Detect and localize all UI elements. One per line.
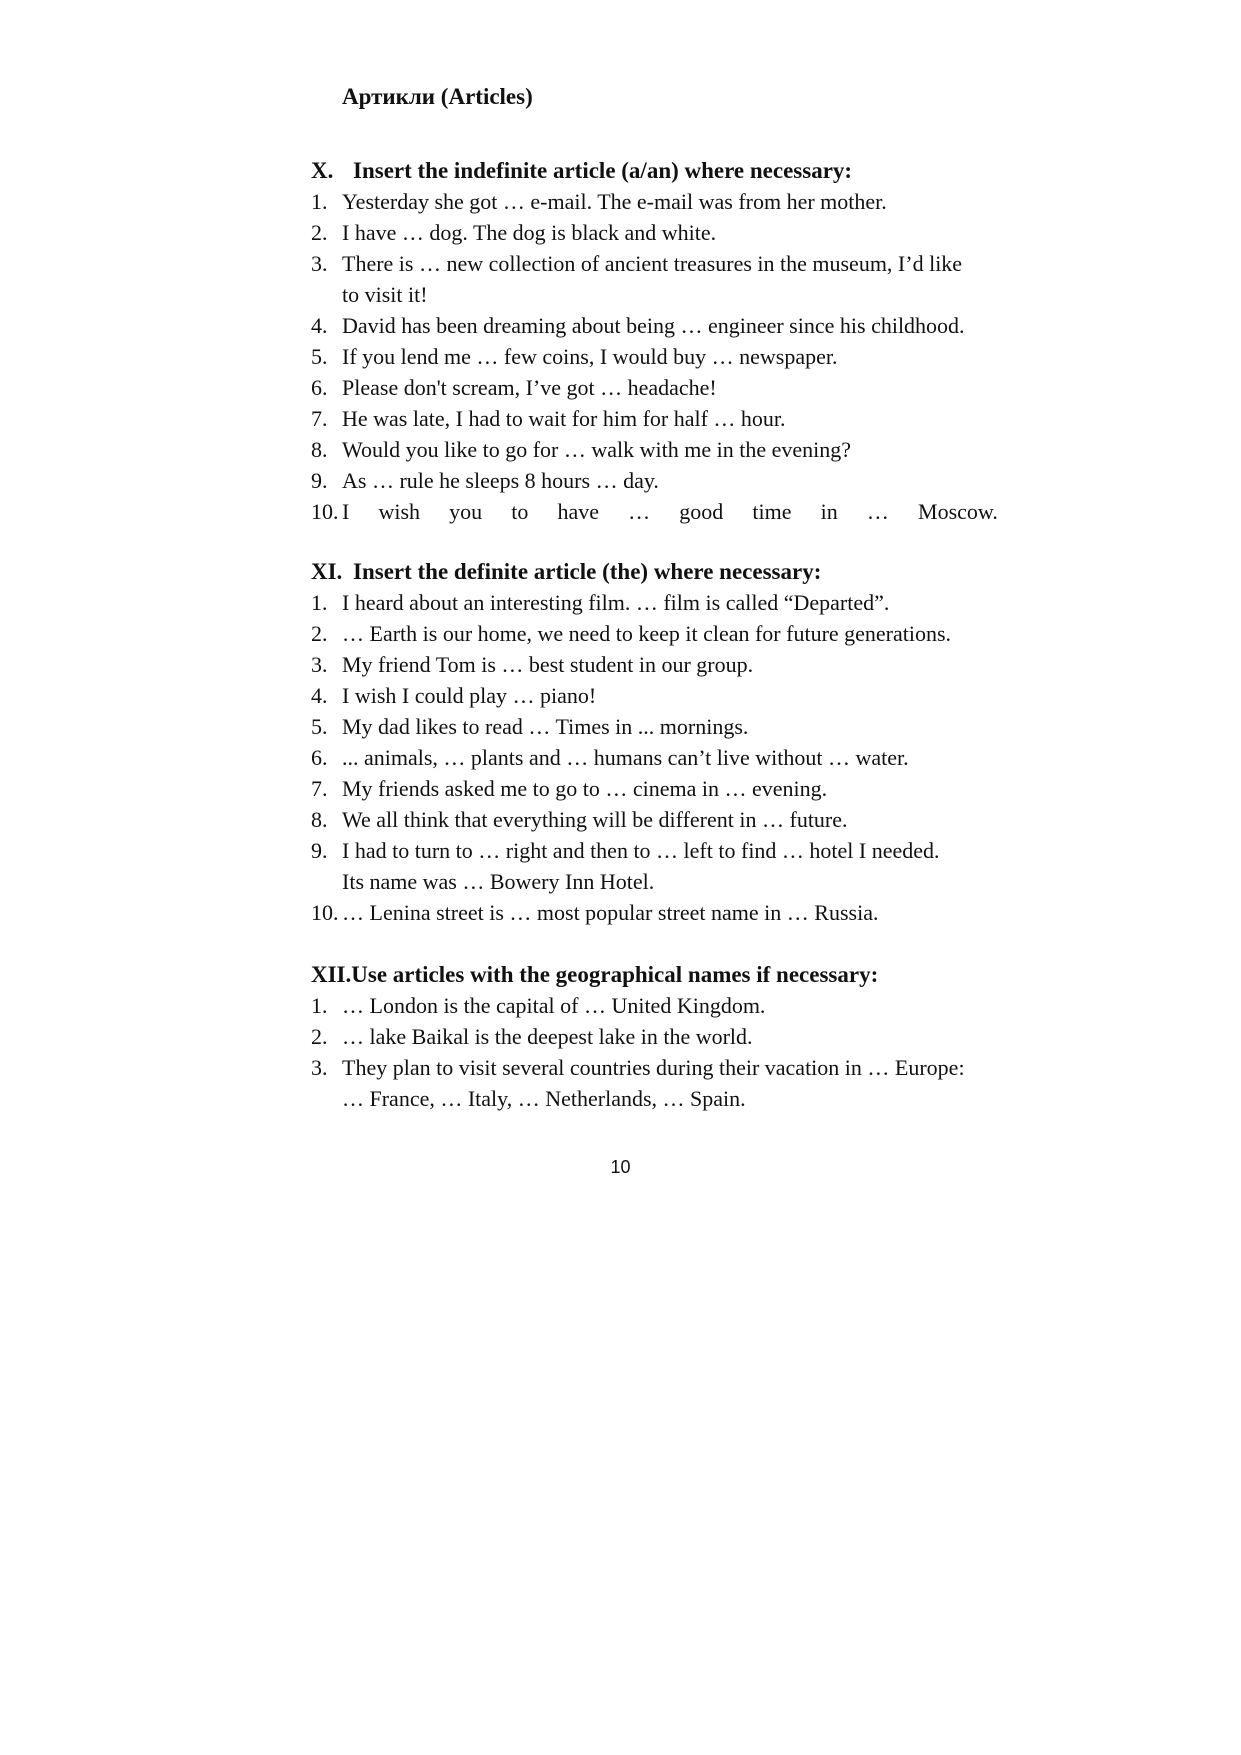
page-title: Артикли (Articles) — [342, 84, 533, 109]
item-number: 3. — [311, 652, 328, 677]
list-item-continuation — [311, 866, 998, 897]
list-item — [311, 403, 998, 434]
list-item — [311, 465, 998, 496]
item-number: 10. — [311, 499, 339, 524]
word: … — [866, 499, 889, 524]
item-text: I have … dog. The dog is black and white. — [342, 220, 717, 245]
item-text: … lake Baikal is the deepest lake in the world. — [342, 1024, 753, 1049]
item-number: 5. — [311, 714, 328, 739]
list-item — [311, 1021, 998, 1052]
item-text-justified — [342, 496, 998, 527]
item-text: I heard about an interesting film. … film is called “Departed”. — [342, 590, 890, 615]
item-number: 6. — [311, 375, 328, 400]
item-text: … France, … Italy, … Netherlands, … Spain. — [342, 1086, 746, 1111]
item-number: 6. — [311, 745, 328, 770]
exercise-list — [311, 990, 998, 1114]
item-text: … Lenina street is … most popular street name in … Russia. — [342, 900, 879, 925]
item-text: … Earth is our home, we need to keep it clean for future generations. — [342, 621, 952, 646]
page-number: 10 — [610, 1157, 631, 1177]
item-number: 3. — [311, 1055, 328, 1080]
item-text: There is … new collection of ancient treasures in the museum, I’d like — [342, 251, 963, 276]
item-number: 2. — [311, 621, 328, 646]
item-text: We all think that everything will be different in … future. — [342, 807, 848, 832]
item-text: They plan to visit several countries during their vacation in … Europe: — [342, 1055, 965, 1080]
list-item-continuation — [311, 1083, 998, 1114]
list-item — [311, 1052, 998, 1083]
item-number: 10. — [311, 900, 339, 925]
item-number: 3. — [311, 251, 328, 276]
item-text: He was late, I had to wait for him for half … hour. — [342, 406, 786, 431]
list-item — [311, 434, 998, 465]
item-number: 9. — [311, 468, 328, 493]
item-text: David has been dreaming about being … engineer since his childhood. — [342, 313, 965, 338]
list-item — [311, 680, 998, 711]
word: in — [820, 499, 838, 524]
item-number: 4. — [311, 313, 328, 338]
list-item — [311, 496, 998, 527]
item-text: My dad likes to read … Times in ... mornings. — [342, 714, 749, 739]
section-number: X. — [311, 158, 334, 183]
list-item — [311, 372, 998, 403]
list-item — [311, 618, 998, 649]
item-number: 1. — [311, 993, 328, 1018]
section-heading-text: Insert the definite article (the) where necessary: — [353, 559, 822, 584]
section-xi — [311, 556, 998, 928]
section-number: XII. — [311, 962, 352, 987]
section-heading — [311, 556, 998, 587]
list-item — [311, 990, 998, 1021]
list-item — [311, 649, 998, 680]
item-text: As … rule he sleeps 8 hours … day. — [342, 468, 659, 493]
section-heading-text: Insert the indefinite article (a/an) where necessary: — [353, 158, 853, 183]
word: I — [342, 499, 350, 524]
item-text: Please don't scream, I’ve got … headache! — [342, 375, 717, 400]
word: to — [511, 499, 529, 524]
list-item — [311, 897, 998, 928]
word: time — [752, 499, 792, 524]
word: Moscow. — [918, 499, 998, 524]
section-x — [311, 155, 998, 527]
list-item-continuation — [311, 279, 998, 310]
item-number: 5. — [311, 344, 328, 369]
list-item — [311, 186, 998, 217]
item-number: 8. — [311, 807, 328, 832]
section-xii — [311, 959, 998, 1114]
item-text: … London is the capital of … United Kingdom. — [342, 993, 766, 1018]
item-number: 1. — [311, 189, 328, 214]
list-item — [311, 248, 998, 279]
list-item — [311, 773, 998, 804]
word: … — [628, 499, 651, 524]
item-number: 7. — [311, 776, 328, 801]
section-heading — [311, 959, 998, 990]
list-item — [311, 711, 998, 742]
list-item — [311, 310, 998, 341]
list-item — [311, 217, 998, 248]
exercise-list — [311, 186, 998, 527]
list-item — [311, 742, 998, 773]
item-number: 9. — [311, 838, 328, 863]
item-text: I had to turn to … right and then to … left to find … hotel I needed. — [342, 838, 940, 863]
item-text: ... animals, … plants and … humans can’t live without … water. — [342, 745, 909, 770]
item-text: My friends asked me to go to … cinema in … evening. — [342, 776, 828, 801]
item-number: 8. — [311, 437, 328, 462]
list-item — [311, 587, 998, 618]
item-text: Its name was … Bowery Inn Hotel. — [342, 869, 655, 894]
list-item — [311, 341, 998, 372]
section-heading — [311, 155, 998, 186]
item-number: 1. — [311, 590, 328, 615]
item-text: Yesterday she got … e-mail. The e-mail was from her mother. — [342, 189, 887, 214]
section-number: XI. — [311, 559, 343, 584]
item-text: Would you like to go for … walk with me in the evening? — [342, 437, 852, 462]
word: have — [557, 499, 600, 524]
item-number: 2. — [311, 220, 328, 245]
item-text: to visit it! — [342, 282, 428, 307]
word: good — [679, 499, 724, 524]
item-text: If you lend me … few coins, I would buy … newspaper. — [342, 344, 838, 369]
item-number: 7. — [311, 406, 328, 431]
list-item — [311, 835, 998, 866]
list-item — [311, 804, 998, 835]
section-heading-text: Use articles with the geographical names if necessary: — [351, 962, 879, 987]
item-text: My friend Tom is … best student in our group. — [342, 652, 754, 677]
item-number: 2. — [311, 1024, 328, 1049]
word: wish — [378, 499, 421, 524]
word: you — [449, 499, 483, 524]
item-text: I wish I could play … piano! — [342, 683, 597, 708]
item-number: 4. — [311, 683, 328, 708]
exercise-list — [311, 587, 998, 928]
